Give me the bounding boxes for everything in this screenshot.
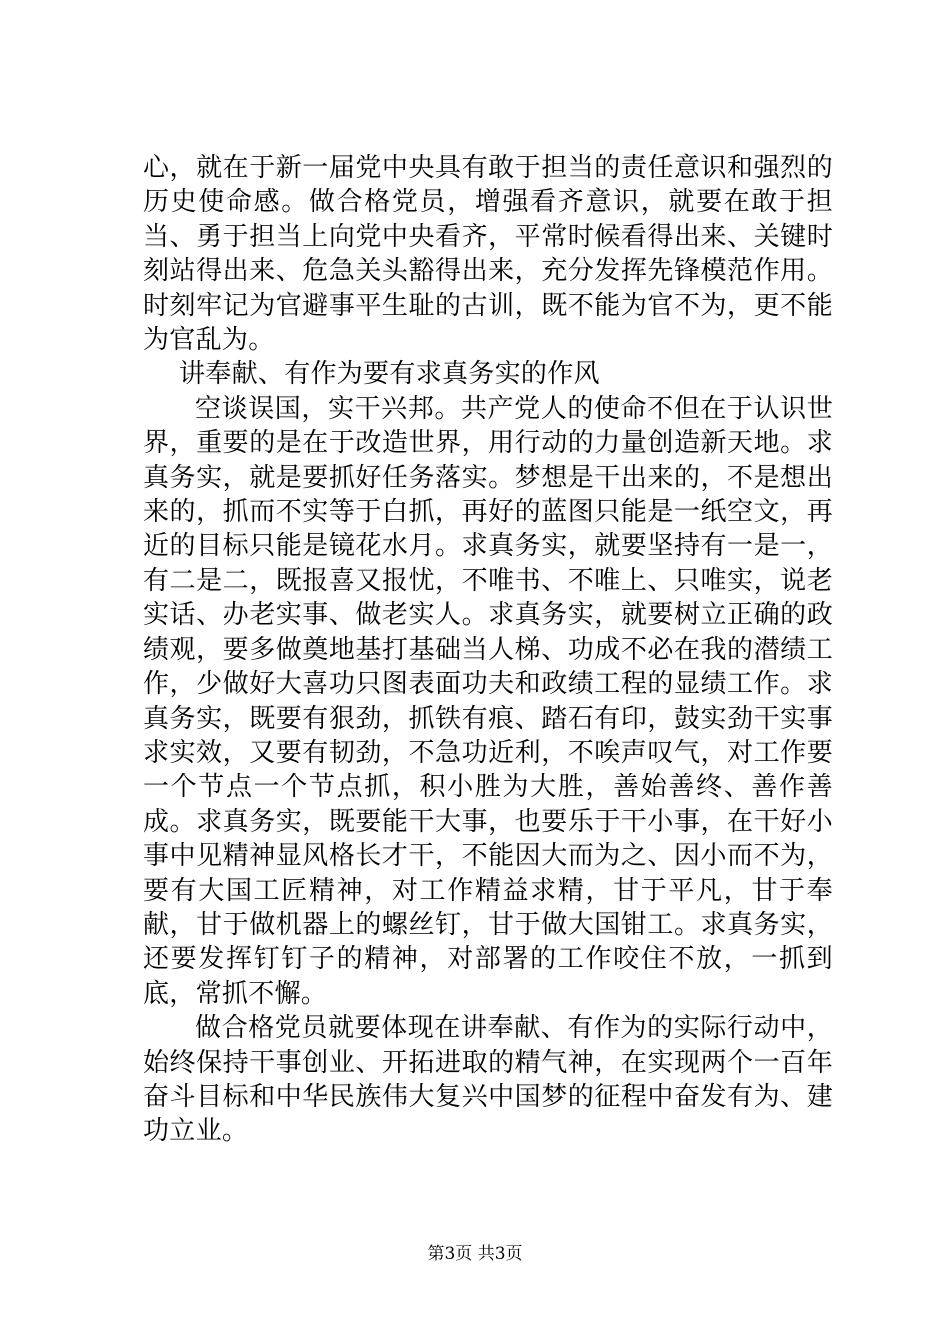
paragraph-continuation: 心，就在于新一届党中央具有敢于担当的责任意识和强烈的历史使命感。做合格党员，增强看齐意识，就要在敢于担当、勇于担当上向党中央看齐，平常时候看得出来、关键时刻站得出来、危急关头豁得出来，充分发挥先锋模范作用。时刻牢记为官避事平生耻的古训，既不能为官不为，更不能为官乱为。: [143, 153, 833, 356]
page-number: 第3页 共3页: [427, 1244, 523, 1264]
paragraph-conclusion: 做合格党员就要体现在讲奉献、有作为的实际行动中，始终保持干事创业、开拓进取的精气神，在实现两个一百年奋斗目标和中华民族伟大复兴中国梦的征程中奋发有为、建功立业。: [143, 1013, 833, 1147]
paragraph-body: 空谈误国，实干兴邦。共产党人的使命不但在于认识世界，重要的是在于改造世界，用行动的力量创造新天地。求真务实，就是要抓好任务落实。梦想是干出来的，不是想出来的，抓而不实等于白抓，再好的蓝图只能是一纸空文，再近的目标只能是镜花水月。求真务实，就要坚持有一是一，有二是二，既报喜又报忧，不唯书、不唯上、只唯实，说老实话、办老实事、做老实人。求真务实，就要树立正确的政绩观，要多做奠地基打基础当人梯、功成不必在我的潜绩工作，少做好大喜功只图表面功夫和政绩工程的显绩工作。求真务实，既要有狠劲，抓铁有痕、踏石有印，鼓实劲干实事求实效，又要有韧劲，不急功近利，不唉声叹气，对工作要一个节点一个节点抓，积小胜为大胜，善始善终、善作善成。求真务实，既要能干大事，也要乐于干小事，在干好小事中见精神显风格长才干，不能因大而为之、因小而不为，要有大国工匠精神，对工作精益求精，甘于平凡，甘于奉献，甘于做机器上的螺丝钉，甘于做大国钳工。求真务实，还要发挥钉钉子的精神，对部署的工作咬住不放，一抓到底，常抓不懈。: [143, 393, 833, 1009]
section-heading: 讲奉献、有作为要有求真务实的作风: [179, 359, 600, 390]
document-body: [143, 151, 833, 1149]
